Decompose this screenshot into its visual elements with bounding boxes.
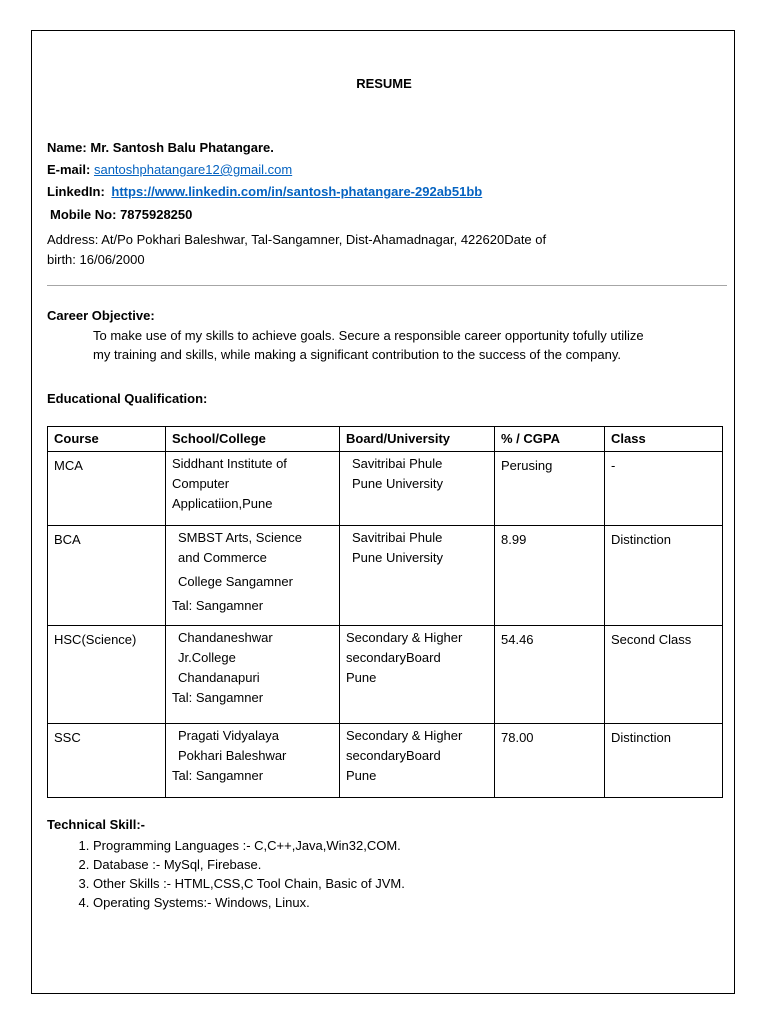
career-line-2: my training and skills, while making a significant contribution to the success of the company. bbox=[93, 347, 621, 362]
list-item: 1. Programming Languages :- C,C++,Java,Win32,COM. bbox=[93, 836, 693, 855]
cell-cgpa: 8.99 bbox=[495, 526, 605, 626]
board-line: Secondary & Higher bbox=[346, 728, 463, 743]
school-line: SMBST Arts, Science bbox=[178, 530, 303, 545]
school-line: College Sangamner bbox=[178, 574, 293, 589]
cell-course: MCA bbox=[48, 452, 166, 526]
linkedin-line bbox=[47, 184, 482, 199]
cell-school bbox=[166, 526, 340, 626]
resume-title: RESUME bbox=[356, 76, 412, 91]
school-line: Siddhant Institute of bbox=[172, 456, 287, 471]
cell-board bbox=[340, 724, 495, 798]
education-heading: Educational Qualification: bbox=[47, 391, 208, 406]
board-line: Pune University bbox=[352, 476, 444, 491]
school-line: Computer bbox=[172, 476, 230, 491]
cell-school bbox=[166, 452, 340, 526]
linkedin-label: LinkedIn: bbox=[47, 184, 105, 199]
board-line: Pune University bbox=[352, 550, 444, 565]
cell-course: HSC(Science) bbox=[48, 626, 166, 724]
mobile-line bbox=[50, 207, 192, 222]
school-line: and Commerce bbox=[178, 550, 267, 565]
header-school: School/College bbox=[166, 427, 340, 452]
table-row bbox=[48, 452, 723, 526]
list-item: 3. Other Skills :- HTML,CSS,C Tool Chain, Basic of JVM. bbox=[93, 874, 693, 893]
list-item: 4. Operating Systems:- Windows, Linux. bbox=[93, 893, 693, 912]
table-row bbox=[48, 526, 723, 626]
cell-school bbox=[166, 724, 340, 798]
address-line-2: birth: 16/06/2000 bbox=[47, 252, 145, 267]
school-line: Chandanapuri bbox=[178, 670, 260, 685]
table-row bbox=[48, 724, 723, 798]
school-line: Jr.College bbox=[178, 650, 236, 665]
name-line bbox=[47, 140, 274, 155]
linkedin-link[interactable]: https://www.linkedin.com/in/santosh-phatangare-292ab51bb bbox=[111, 184, 483, 199]
cell-board bbox=[340, 526, 495, 626]
email-line bbox=[47, 162, 292, 177]
career-line-1: To make use of my skills to achieve goals. Secure a responsible career opportunity tofully utilize bbox=[93, 328, 644, 343]
cell-school bbox=[166, 626, 340, 724]
cell-class: Distinction bbox=[605, 526, 723, 626]
board-line: Savitribai Phule bbox=[352, 530, 443, 545]
career-heading: Career Objective: bbox=[47, 308, 155, 323]
email-label: E-mail: bbox=[47, 162, 91, 177]
cell-class: - bbox=[605, 452, 723, 526]
header-cgpa: % / CGPA bbox=[495, 427, 605, 452]
skills-list bbox=[47, 836, 693, 912]
career-text bbox=[93, 326, 713, 364]
table-row bbox=[48, 626, 723, 724]
board-line: Pune bbox=[346, 768, 377, 783]
school-line: Pragati Vidyalaya bbox=[178, 728, 279, 743]
mobile-label: Mobile No: bbox=[50, 207, 117, 222]
education-table bbox=[47, 426, 723, 798]
cell-cgpa: 78.00 bbox=[495, 724, 605, 798]
school-line: Chandaneshwar bbox=[178, 630, 273, 645]
board-line: Secondary & Higher bbox=[346, 630, 463, 645]
cell-class: Second Class bbox=[605, 626, 723, 724]
mobile-value: 7875928250 bbox=[120, 207, 193, 222]
divider bbox=[47, 285, 727, 286]
cell-course: SSC bbox=[48, 724, 166, 798]
table-header-row bbox=[48, 427, 723, 452]
list-item: 2. Database :- MySql, Firebase. bbox=[93, 855, 693, 874]
header-class: Class bbox=[605, 427, 723, 452]
cell-course: BCA bbox=[48, 526, 166, 626]
school-line: Pokhari Baleshwar bbox=[178, 748, 287, 763]
school-line: Tal: Sangamner bbox=[172, 690, 264, 705]
board-line: Pune bbox=[346, 670, 377, 685]
cell-cgpa: 54.46 bbox=[495, 626, 605, 724]
address-block bbox=[47, 230, 707, 270]
school-line: Applicatiion,Pune bbox=[172, 496, 273, 511]
header-course: Course bbox=[48, 427, 166, 452]
cell-board bbox=[340, 452, 495, 526]
board-line: secondaryBoard bbox=[346, 650, 441, 665]
cell-cgpa: Perusing bbox=[495, 452, 605, 526]
skills-heading: Technical Skill:- bbox=[47, 817, 146, 832]
school-line: Tal: Sangamner bbox=[172, 768, 264, 783]
board-line: Savitribai Phule bbox=[352, 456, 443, 471]
name-value: Mr. Santosh Balu Phatangare. bbox=[90, 140, 274, 155]
header-board: Board/University bbox=[340, 427, 495, 452]
cell-board bbox=[340, 626, 495, 724]
name-label: Name: bbox=[47, 140, 87, 155]
address-line-1: Address: At/Po Pokhari Baleshwar, Tal-Sangamner, Dist-Ahamadnagar, 422620Date of bbox=[47, 232, 547, 247]
cell-class: Distinction bbox=[605, 724, 723, 798]
board-line: secondaryBoard bbox=[346, 748, 441, 763]
school-line: Tal: Sangamner bbox=[172, 598, 264, 613]
email-link[interactable]: santoshphatangare12@gmail.com bbox=[93, 162, 293, 177]
